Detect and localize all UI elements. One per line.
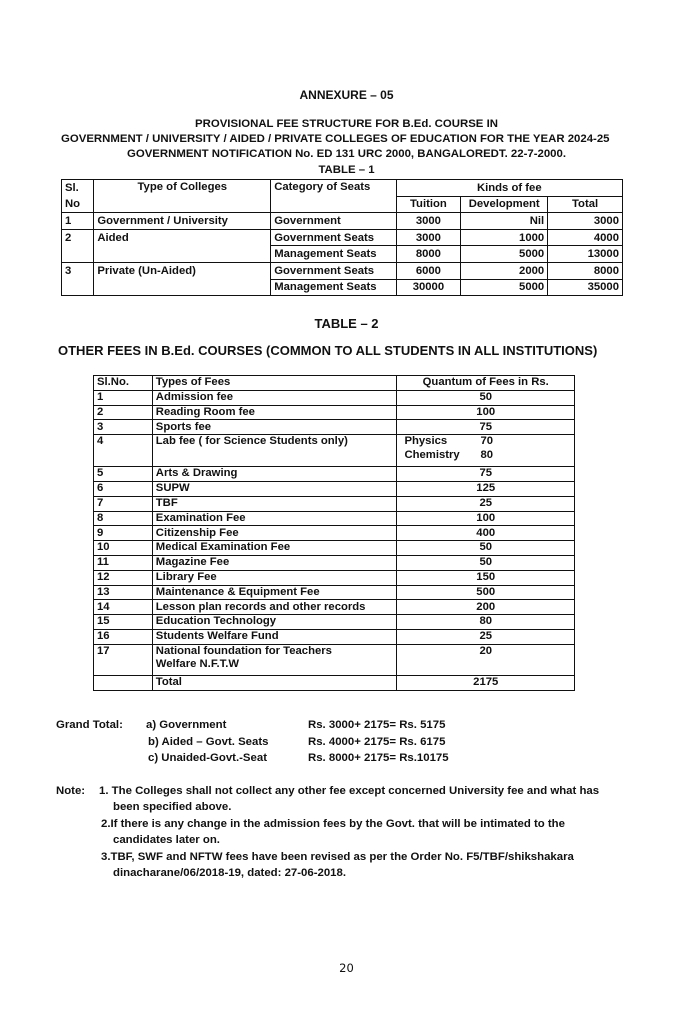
table1-cell-development: Nil [461,213,548,230]
table1-cell-development: 2000 [461,262,548,279]
table-row [62,279,623,296]
table2-cell-fee: 125 [397,481,575,496]
table2-cell-sl: 9 [94,526,153,541]
grand-total-item-label: a) Government [146,719,227,731]
table1-cell-type: Government / University [94,213,271,230]
table1-cell-type [94,246,271,263]
grand-total-label: Grand Total: [56,719,123,731]
table-row [62,229,623,246]
table2-cell-sl: 5 [94,467,153,482]
table2-cell-sl: 12 [94,570,153,585]
lab-physics-fee: 70 [480,435,494,448]
table2-cell-lab-fee [397,435,575,467]
table1-cell-development: 5000 [461,279,548,296]
table1-cell-sl [62,246,94,263]
note-label: Note: [56,785,86,797]
table1-header-type: Type of Colleges [94,180,271,213]
table1-cell-sl: 1 [62,213,94,230]
lab-chemistry-fee: 80 [480,448,494,461]
grand-total-item-value: Rs. 4000+ 2175= Rs. 6175 [308,736,446,748]
table2-cell-type: Magazine Fee [152,555,397,570]
table1-cell-category: Government Seats [271,229,396,246]
table1-cell-type: Aided [94,229,271,246]
table2-cell-fee: 75 [397,467,575,482]
note-2-line1: 2.If there is any change in the admission fees by the Govt. that will be intimated to the [101,818,565,830]
table-row [94,435,575,467]
grand-total-item-value: Rs. 8000+ 2175= Rs.10175 [308,752,449,764]
table1-cell-category: Management Seats [271,279,396,296]
table2-cell-type: Examination Fee [152,511,397,526]
table1-header-total: Total [548,196,623,213]
table2-header-quantum: Quantum of Fees in Rs. [397,376,575,391]
table1-cell-sl: 2 [62,229,94,246]
table2-cell-type: Education Technology [152,615,397,630]
table-row [94,526,575,541]
table2-cell-sl: 6 [94,481,153,496]
note-3-line2: dinacharane/06/2018-19, dated: 27-06-2018. [113,867,347,879]
table-row [94,467,575,482]
table2-cell-sl: 10 [94,541,153,556]
table-row [94,570,575,585]
heading-line2: GOVERNMENT / UNIVERSITY / AIDED / PRIVATE COLLEGES OF EDUCATION FOR THE YEAR 2024-25 [61,133,610,145]
table2-cell-fee: 150 [397,570,575,585]
fee-table-2 [93,375,575,691]
table2-cell-sl: 8 [94,511,153,526]
table2-cell-fee: 25 [397,496,575,511]
table2-cell-type: Medical Examination Fee [152,541,397,556]
table1-cell-total: 8000 [548,262,623,279]
lab-chemistry-label: Chemistry [404,448,460,461]
grand-total-item-value: Rs. 3000+ 2175= Rs. 5175 [308,719,446,731]
table2-cell-sl: 14 [94,600,153,615]
table2-cell-type: Lab fee ( for Science Students only) [152,435,397,467]
table2-cell-type: Library Fee [152,570,397,585]
table1-title: TABLE – 1 [318,164,375,176]
table1-header-kinds: Kinds of fee [396,180,622,197]
table2-cell-fee: 50 [397,555,575,570]
table2-total-label: Total [152,675,397,690]
table2-cell-sl: 7 [94,496,153,511]
table-row [94,600,575,615]
table2-cell-type: Lesson plan records and other records [152,600,397,615]
table-row [94,496,575,511]
table1-cell-development: 1000 [461,229,548,246]
table2-cell-fee: 25 [397,629,575,644]
table2-cell-sl: 17 [94,644,153,675]
table2-cell-type [152,644,397,675]
table2-cell-type: Students Welfare Fund [152,629,397,644]
fee-table-1 [61,179,623,296]
table1-cell-tuition: 8000 [396,246,461,263]
note-2-line2: candidates later on. [113,834,220,846]
table2-cell-type: Reading Room fee [152,405,397,420]
table-row [94,615,575,630]
table1-cell-total: 35000 [548,279,623,296]
table2-cell-sl: 11 [94,555,153,570]
table2-header-type: Types of Fees [152,376,397,391]
table1-cell-tuition: 6000 [396,262,461,279]
table1-cell-total: 4000 [548,229,623,246]
table1-cell-category: Management Seats [271,246,396,263]
table2-cell-fee: 50 [397,541,575,556]
table2-title: TABLE – 2 [314,316,379,331]
table2-cell-fee: 500 [397,585,575,600]
table2-cell-fee: 100 [397,511,575,526]
table-row [94,585,575,600]
table2-total-fee: 2175 [397,675,575,690]
table2-header-sl: Sl.No. [94,376,153,391]
table2-cell-sl: 13 [94,585,153,600]
table2-cell-fee: 80 [397,615,575,630]
table2-cell-sl: 16 [94,629,153,644]
note-1-line1: 1. The Colleges shall not collect any other fee except concerned University fee and what has [99,785,600,797]
table-row [94,390,575,405]
table1-cell-category: Government [271,213,396,230]
table2-cell-fee: 400 [397,526,575,541]
table-row [94,644,575,675]
table1-cell-sl: 3 [62,262,94,279]
table1-cell-type [94,279,271,296]
heading-line3: GOVERNMENT NOTIFICATION No. ED 131 URC 2000, BANGALOREDT. 22-7-2000. [126,148,567,160]
table2-cell-fee: 50 [397,390,575,405]
grand-total-item-label: b) Aided – Govt. Seats [148,736,269,748]
table1-cell-category: Government Seats [271,262,396,279]
nftw-line1: National foundation for Teachers [155,644,332,657]
table1-header-development: Development [461,196,548,213]
note-1-line2: been specified above. [113,801,232,813]
table2-cell-type: Citizenship Fee [152,526,397,541]
table-row [94,675,575,690]
table2-cell-sl: 4 [94,435,153,467]
table1-cell-tuition: 3000 [396,229,461,246]
table-row [94,555,575,570]
table1-header-sl: Sl. [62,180,94,197]
lab-physics-label: Physics [404,435,448,448]
table-row [94,481,575,496]
table2-cell-fee: 20 [397,644,575,675]
table1-cell-tuition: 30000 [396,279,461,296]
note-3-line1: 3.TBF, SWF and NFTW fees have been revised as per the Order No. F5/TBF/shikshakara [101,851,574,863]
table2-cell-sl [94,675,153,690]
table2-cell-fee: 100 [397,405,575,420]
table1-header-no: No [62,196,94,213]
table2-cell-type: Maintenance & Equipment Fee [152,585,397,600]
table1-header-tuition: Tuition [396,196,461,213]
table1-cell-development: 5000 [461,246,548,263]
table1-cell-total: 13000 [548,246,623,263]
table-row [94,420,575,435]
table-row [62,262,623,279]
table-row [94,511,575,526]
table-row [94,405,575,420]
grand-total-item-label: c) Unaided-Govt.-Seat [148,752,267,764]
heading-line1: PROVISIONAL FEE STRUCTURE FOR B.Ed. COURSE IN [195,118,498,130]
nftw-line2: Welfare N.F.T.W [155,658,240,671]
table-row [62,213,623,230]
table-row [94,629,575,644]
table2-cell-sl: 1 [94,390,153,405]
table2-subtitle: OTHER FEES IN B.Ed. COURSES (COMMON TO ALL STUDENTS IN ALL INSTITUTIONS) [58,343,598,358]
table2-cell-type: SUPW [152,481,397,496]
table2-cell-fee: 200 [397,600,575,615]
table1-header-category: Category of Seats [271,180,396,213]
table2-cell-fee: 75 [397,420,575,435]
table2-cell-type: Admission fee [152,390,397,405]
table2-cell-sl: 15 [94,615,153,630]
table2-cell-type: Arts & Drawing [152,467,397,482]
table2-cell-type: Sports fee [152,420,397,435]
table-row [94,541,575,556]
table1-cell-sl [62,279,94,296]
table1-cell-tuition: 3000 [396,213,461,230]
table1-cell-total: 3000 [548,213,623,230]
table-row [62,246,623,263]
annexure-title: ANNEXURE – 05 [299,88,394,102]
page-number: 20 [339,961,354,975]
table2-cell-type: TBF [152,496,397,511]
table2-cell-sl: 3 [94,420,153,435]
table1-cell-type: Private (Un-Aided) [94,262,271,279]
table2-cell-sl: 2 [94,405,153,420]
